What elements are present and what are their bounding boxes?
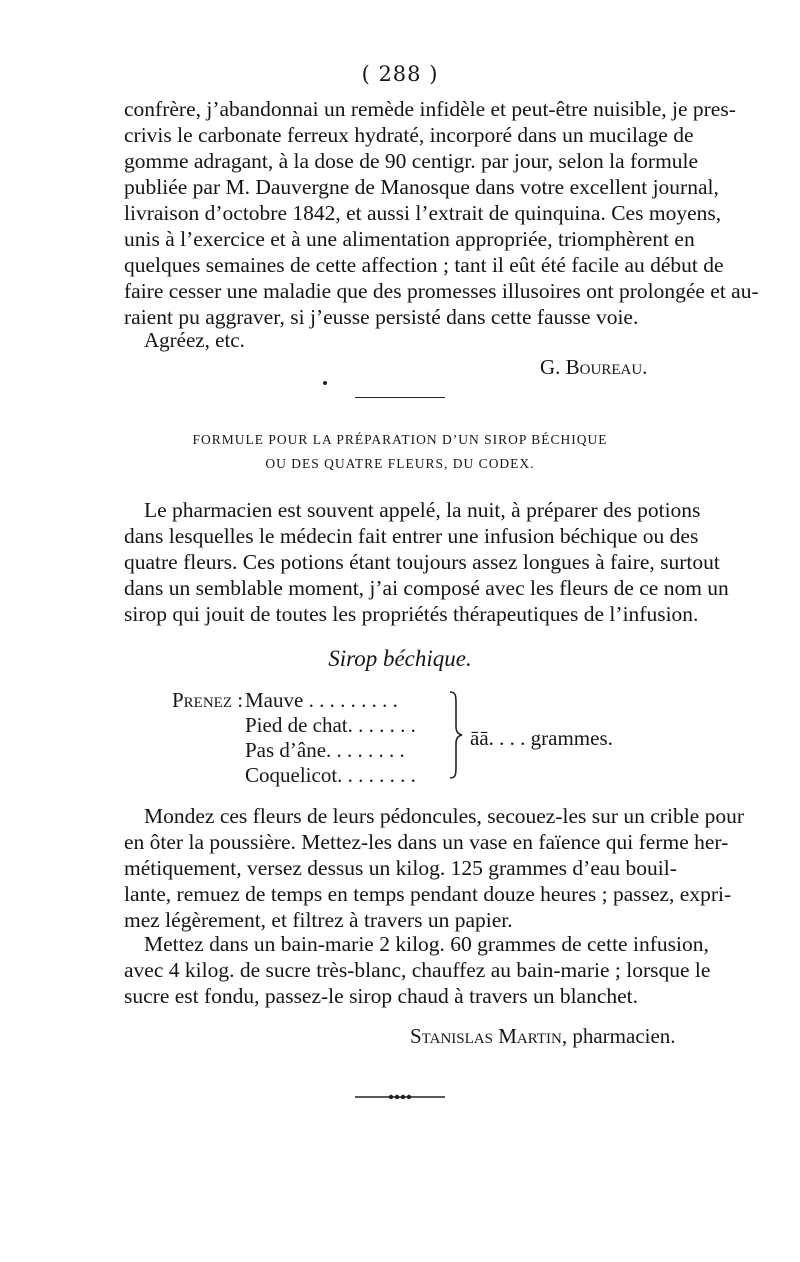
letter-paragraph — [124, 96, 759, 304]
letter-line: unis à l’exercice et à une alimentation appropriée, triomphèrent en — [124, 227, 695, 251]
method-paragraph-1 — [124, 803, 744, 907]
method-p2-last-wrap — [124, 983, 638, 1009]
method-line: Mondez ces fleurs de leurs pédoncules, secouez-les sur un crible pour — [144, 804, 744, 828]
recipe-subtitle: Sirop béchique. — [328, 646, 472, 671]
intro-line: Le pharmacien est souvent appelé, la nuit, à préparer des potions — [144, 498, 701, 522]
letter-line: quelques semaines de cette affection ; tant il eût été facile au début de — [124, 253, 724, 277]
intro-paragraph — [124, 497, 729, 601]
intro-line: dans lesquelles le médecin fait entrer une infusion béchique ou des — [124, 524, 699, 548]
separator-dot — [323, 381, 327, 385]
letter-line: raient pu aggraver, si j’eusse persisté dans cette fausse voie. — [124, 305, 639, 329]
recipe-item: Pas d’âne. . . . . . . . — [245, 738, 405, 762]
letter-closing: Agréez, etc. — [144, 328, 245, 352]
letter-line: livraison d’octobre 1842, et aussi l’extrait de quinquina. Ces moyens, — [124, 201, 722, 225]
recipe-item: Coquelicot. . . . . . . . — [245, 763, 416, 787]
author-role: , pharmacien. — [561, 1024, 676, 1048]
curly-brace-icon — [448, 690, 464, 780]
page-number: ( 288 ) — [361, 62, 439, 86]
method-line: en ôter la poussière. Mettez-les dans un vase en faïence qui ferme her- — [124, 830, 729, 854]
method-line: lante, remuez de temps en temps pendant douze heures ; passez, expri- — [124, 882, 732, 906]
author-signature — [410, 1024, 676, 1049]
method-line: Mettez dans un bain-marie 2 kilog. 60 grammes de cette infusion, — [144, 932, 709, 956]
letter-signature: G. Boureau. — [540, 355, 648, 379]
recipe-quantity: āā. . . . grammes. — [470, 726, 613, 750]
intro-line: quatre fleurs. Ces potions étant toujours assez longues à faire, surtout — [124, 550, 720, 574]
method-line: avec 4 kilog. de sucre très-blanc, chauffez au bain-marie ; lorsque le — [124, 958, 711, 982]
recipe-label: Prenez : — [172, 688, 244, 712]
intro-line: sirop qui jouit de toutes les propriétés thérapeutiques de l’infusion. — [124, 602, 699, 626]
method-p1-last-wrap — [124, 907, 513, 933]
recipe-item: Mauve . . . . . . . . . — [245, 688, 398, 712]
intro-last-line-wrap — [124, 601, 698, 627]
method-line: mez légèrement, et filtrez à travers un papier. — [124, 908, 513, 932]
method-line: métiquement, versez dessus un kilog. 125 grammes d’eau bouil- — [124, 856, 677, 880]
method-paragraph-2 — [124, 931, 711, 983]
letter-line: crivis le carbonate ferreux hydraté, incorporé dans un mucilage de — [124, 123, 694, 147]
method-line: sucre est fondu, passez-le sirop chaud à travers un blanchet. — [124, 984, 639, 1008]
letter-line: faire cesser une maladie que des promesses illusoires ont prolongée et au- — [124, 279, 759, 303]
intro-line: dans un semblable moment, j’ai composé avec les fleurs de ce nom un — [124, 576, 729, 600]
end-ornament-icon — [355, 1094, 445, 1100]
letter-line: confrère, j’abandonnai un remède infidèle et peut-être nuisible, je pres- — [124, 97, 736, 121]
section-title-line2: OU DES QUATRE FLEURS, DU CODEX. — [265, 456, 535, 471]
author-name: Stanislas Martin — [410, 1024, 562, 1048]
letter-line: publiée par M. Dauvergne de Manosque dans votre excellent journal, — [124, 175, 719, 199]
recipe-item: Pied de chat. . . . . . . — [245, 713, 416, 737]
letter-last-line-wrap — [124, 304, 638, 330]
section-separator — [355, 397, 445, 398]
letter-line: gomme adragant, à la dose de 90 centigr. par jour, selon la formule — [124, 149, 699, 173]
section-title-line1: FORMULE POUR LA PRÉPARATION D’UN SIROP BÉCHIQUE — [192, 432, 608, 447]
